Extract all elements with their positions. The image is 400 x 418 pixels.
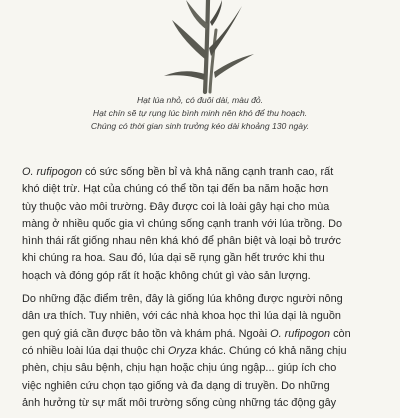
paragraph-line [22,326,380,343]
paragraph-line: tùy thuộc vào môi trường. Đây được coi là loài gây hại cho mùa [22,200,330,213]
paragraph-line: màng ở nhiều quốc gia vì chúng sống cạnh tranh với lúa trồng. Do [22,217,343,230]
text-span: khác. Chúng có khả năng chịu [196,344,347,357]
paragraph-line [22,164,380,181]
wild-rice-plant-illustration [150,0,260,92]
genus-name: Oryza [167,344,197,357]
text-span: còn [330,327,351,340]
species-name: O. rufipogon [22,166,82,178]
illustration-caption [24,94,376,134]
paragraph-line: khó diệt trừ. Hạt của chúng có thể tồn tại đến ba năm hoặc hơn [22,183,329,196]
caption-line: Hạt lúa nhỏ, có đuôi dài, màu đỏ. [136,95,264,105]
paragraph-line: Do những đặc điểm trên, đây là giống lúa không được người nông [22,293,343,306]
text-span: gen quý giá cần được bảo tồn và khám phá. Ngoài [22,327,271,340]
paragraph-line: phèn, chịu sâu bệnh, chịu hạn hoặc chịu úng ngập... giúp ích cho [22,362,337,375]
species-name: O. rufipogon [270,327,331,340]
caption-line: Hạt chín sẽ tự rụng lúc bình minh nên khó để thu hoạch. [92,108,308,119]
paragraph-line: khi chúng ra hoa. Sau đó, lúa dại sẽ rụng gần hết trước khi thu [22,252,325,265]
paragraph-line: dân ưa thích. Tuy nhiên, với các nhà khoa học thì lúa dại là nguồn [22,310,341,323]
body-text [22,164,380,418]
paragraph-2 [22,291,380,412]
text-span: có nhiều loài lúa dại thuộc chi [22,344,168,357]
text-span: có sức sống bền bỉ và khả năng cạnh tranh cao, rất [81,166,334,178]
paragraph-line: việc nghiên cứu chọn tạo giống và đa dạng di truyền. Do những [22,379,330,392]
paragraph-line: hình thái rất giống nhau nên khá khó để phân biệt và loại bỏ trước [22,235,341,248]
paragraph-line: hoạch và đóng góp rất ít hoặc không chút gì vào sản lượng. [22,269,311,282]
paragraph-line [22,343,380,360]
paragraph-line: ảnh hưởng từ sự mất môi trường sống cùng những tác động gây [22,396,337,409]
caption-line: Chúng có thời gian sinh trưởng kéo dài khoảng 130 ngày. [90,121,310,132]
paragraph-1 [22,164,380,285]
